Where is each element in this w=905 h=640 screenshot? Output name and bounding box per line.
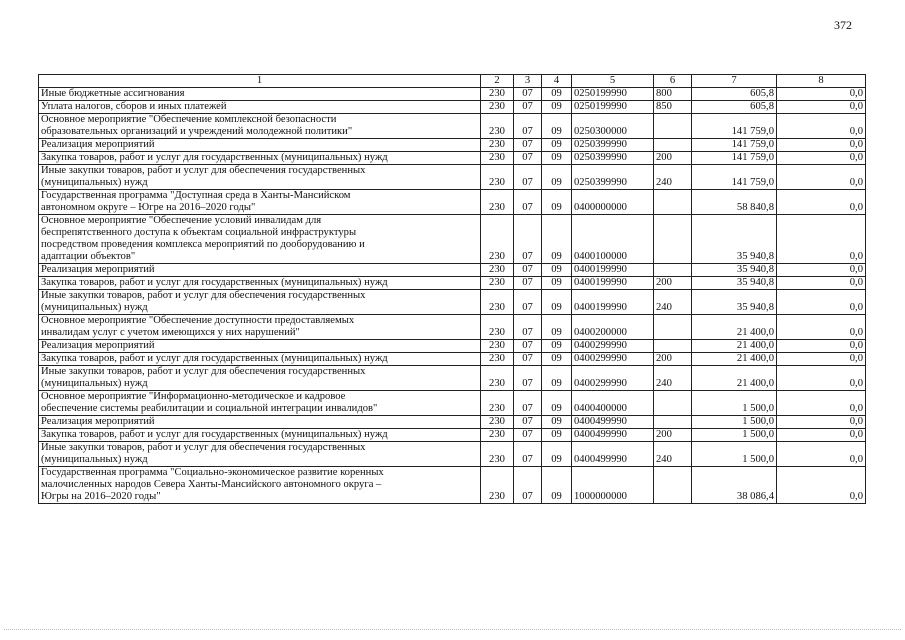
header-col-1: 1 — [39, 75, 481, 88]
row-subsection-cell: 09 — [542, 340, 572, 353]
row-subsection-cell: 09 — [542, 429, 572, 442]
row-name-cell: Закупка товаров, работ и услуг для государственных (муниципальных) нужд — [39, 152, 481, 165]
table-row — [39, 264, 866, 277]
header-col-6: 6 — [654, 75, 692, 88]
row-grbs-cell: 230 — [481, 315, 514, 340]
row-col8-cell: 0,0 — [777, 467, 866, 504]
row-section-cell: 07 — [514, 165, 542, 190]
row-target-code-cell: 0250399990 — [572, 152, 654, 165]
row-col8-cell: 0,0 — [777, 391, 866, 416]
row-amount-cell: 141 759,0 — [692, 139, 777, 152]
row-target-code-cell: 0400499990 — [572, 442, 654, 467]
row-subsection-cell: 09 — [542, 290, 572, 315]
row-subsection-cell: 09 — [542, 315, 572, 340]
row-amount-cell: 35 940,8 — [692, 290, 777, 315]
table-body — [39, 88, 866, 504]
row-expense-type-cell: 200 — [654, 277, 692, 290]
row-subsection-cell: 09 — [542, 391, 572, 416]
row-subsection-cell: 09 — [542, 190, 572, 215]
row-amount-cell: 21 400,0 — [692, 340, 777, 353]
row-grbs-cell: 230 — [481, 152, 514, 165]
row-grbs-cell: 230 — [481, 340, 514, 353]
header-col-5: 5 — [572, 75, 654, 88]
row-col8-cell: 0,0 — [777, 190, 866, 215]
row-subsection-cell: 09 — [542, 88, 572, 101]
row-target-code-cell: 0400200000 — [572, 315, 654, 340]
row-name-cell: Иные бюджетные ассигнования — [39, 88, 481, 101]
row-grbs-cell: 230 — [481, 391, 514, 416]
row-section-cell: 07 — [514, 467, 542, 504]
row-name-cell: Закупка товаров, работ и услуг для государственных (муниципальных) нужд — [39, 277, 481, 290]
row-col8-cell: 0,0 — [777, 340, 866, 353]
row-name-cell: Иные закупки товаров, работ и услуг для обеспечения государственных (муниципальных) нужд — [39, 442, 481, 467]
row-expense-type-cell — [654, 467, 692, 504]
row-target-code-cell: 0400199990 — [572, 290, 654, 315]
table-row — [39, 114, 866, 139]
row-name-cell: Реализация мероприятий — [39, 340, 481, 353]
row-name-cell: Реализация мероприятий — [39, 264, 481, 277]
row-grbs-cell: 230 — [481, 429, 514, 442]
row-col8-cell: 0,0 — [777, 139, 866, 152]
header-row — [39, 75, 866, 88]
row-name-cell: Основное мероприятие "Обеспечение доступности предоставляемых инвалидам услуг с учетом имеющихся у них нарушений" — [39, 315, 481, 340]
row-target-code-cell: 0250199990 — [572, 101, 654, 114]
row-target-code-cell: 0400299990 — [572, 353, 654, 366]
row-section-cell: 07 — [514, 340, 542, 353]
table-row — [39, 442, 866, 467]
row-col8-cell: 0,0 — [777, 114, 866, 139]
row-section-cell: 07 — [514, 391, 542, 416]
row-target-code-cell: 1000000000 — [572, 467, 654, 504]
row-subsection-cell: 09 — [542, 264, 572, 277]
row-amount-cell: 141 759,0 — [692, 165, 777, 190]
row-expense-type-cell: 800 — [654, 88, 692, 101]
row-col8-cell: 0,0 — [777, 416, 866, 429]
row-grbs-cell: 230 — [481, 264, 514, 277]
table-row — [39, 290, 866, 315]
row-target-code-cell: 0250399990 — [572, 165, 654, 190]
row-subsection-cell: 09 — [542, 139, 572, 152]
row-grbs-cell: 230 — [481, 88, 514, 101]
row-section-cell: 07 — [514, 366, 542, 391]
table-row — [39, 165, 866, 190]
row-section-cell: 07 — [514, 139, 542, 152]
row-section-cell: 07 — [514, 416, 542, 429]
row-subsection-cell: 09 — [542, 366, 572, 391]
row-expense-type-cell — [654, 416, 692, 429]
row-amount-cell: 35 940,8 — [692, 264, 777, 277]
row-col8-cell: 0,0 — [777, 315, 866, 340]
row-section-cell: 07 — [514, 88, 542, 101]
scan-edge-line — [4, 629, 901, 630]
row-col8-cell: 0,0 — [777, 101, 866, 114]
header-col-4: 4 — [542, 75, 572, 88]
table-row — [39, 467, 866, 504]
row-target-code-cell: 0400299990 — [572, 340, 654, 353]
row-section-cell: 07 — [514, 290, 542, 315]
row-section-cell: 07 — [514, 429, 542, 442]
row-name-cell: Иные закупки товаров, работ и услуг для обеспечения государственных (муниципальных) нужд — [39, 366, 481, 391]
row-target-code-cell: 0400499990 — [572, 416, 654, 429]
row-subsection-cell: 09 — [542, 467, 572, 504]
row-section-cell: 07 — [514, 101, 542, 114]
row-section-cell: 07 — [514, 442, 542, 467]
row-target-code-cell: 0250399990 — [572, 139, 654, 152]
row-target-code-cell: 0400400000 — [572, 391, 654, 416]
table-row — [39, 315, 866, 340]
header-col-2: 2 — [481, 75, 514, 88]
row-target-code-cell: 0250199990 — [572, 88, 654, 101]
row-section-cell: 07 — [514, 277, 542, 290]
row-expense-type-cell: 850 — [654, 101, 692, 114]
row-expense-type-cell: 200 — [654, 152, 692, 165]
row-expense-type-cell — [654, 114, 692, 139]
table-row — [39, 139, 866, 152]
row-section-cell: 07 — [514, 264, 542, 277]
row-col8-cell: 0,0 — [777, 152, 866, 165]
row-amount-cell: 1 500,0 — [692, 416, 777, 429]
row-grbs-cell: 230 — [481, 190, 514, 215]
row-expense-type-cell — [654, 340, 692, 353]
row-grbs-cell: 230 — [481, 353, 514, 366]
row-name-cell: Реализация мероприятий — [39, 139, 481, 152]
row-grbs-cell: 230 — [481, 215, 514, 264]
page-number: 372 — [834, 18, 852, 32]
row-target-code-cell: 0400499990 — [572, 429, 654, 442]
row-subsection-cell: 09 — [542, 165, 572, 190]
row-amount-cell: 35 940,8 — [692, 277, 777, 290]
budget-table — [38, 74, 866, 504]
row-subsection-cell: 09 — [542, 101, 572, 114]
row-amount-cell: 1 500,0 — [692, 391, 777, 416]
row-name-cell: Государственная программа "Социально-экономическое развитие коренных малочисленных народов Севера Ханты-Мансийского автономного округа – Югры на 2016–2020 годы" — [39, 467, 481, 504]
row-name-cell: Закупка товаров, работ и услуг для государственных (муниципальных) нужд — [39, 353, 481, 366]
header-col-3: 3 — [514, 75, 542, 88]
row-amount-cell: 21 400,0 — [692, 366, 777, 391]
row-col8-cell: 0,0 — [777, 353, 866, 366]
table-row — [39, 366, 866, 391]
row-grbs-cell: 230 — [481, 165, 514, 190]
row-grbs-cell: 230 — [481, 467, 514, 504]
row-amount-cell: 1 500,0 — [692, 442, 777, 467]
row-expense-type-cell: 240 — [654, 366, 692, 391]
row-section-cell: 07 — [514, 190, 542, 215]
row-expense-type-cell: 240 — [654, 442, 692, 467]
row-amount-cell: 21 400,0 — [692, 353, 777, 366]
row-section-cell: 07 — [514, 353, 542, 366]
table-row — [39, 391, 866, 416]
row-name-cell: Государственная программа "Доступная среда в Ханты-Мансийском автономном округе – Югре на 2016–2020 годы" — [39, 190, 481, 215]
row-amount-cell: 605,8 — [692, 101, 777, 114]
row-section-cell: 07 — [514, 152, 542, 165]
row-name-cell: Иные закупки товаров, работ и услуг для обеспечения государственных (муниципальных) нужд — [39, 165, 481, 190]
row-col8-cell: 0,0 — [777, 264, 866, 277]
row-amount-cell: 605,8 — [692, 88, 777, 101]
row-name-cell: Уплата налогов, сборов и иных платежей — [39, 101, 481, 114]
row-grbs-cell: 230 — [481, 366, 514, 391]
row-expense-type-cell — [654, 391, 692, 416]
row-amount-cell: 141 759,0 — [692, 114, 777, 139]
row-subsection-cell: 09 — [542, 152, 572, 165]
row-expense-type-cell: 240 — [654, 290, 692, 315]
row-name-cell: Основное мероприятие "Обеспечение комплексной безопасности образовательных организаций и учреждений молодежной политики" — [39, 114, 481, 139]
row-target-code-cell: 0400199990 — [572, 264, 654, 277]
row-name-cell: Закупка товаров, работ и услуг для государственных (муниципальных) нужд — [39, 429, 481, 442]
row-name-cell: Основное мероприятие "Обеспечение условий инвалидам для беспрепятственного доступа к объектам социальной инфраструктуры посредством проведения комплекса мероприятий по дооборудованию и адаптации объектов" — [39, 215, 481, 264]
row-grbs-cell: 230 — [481, 277, 514, 290]
row-expense-type-cell — [654, 264, 692, 277]
row-target-code-cell: 0400000000 — [572, 190, 654, 215]
row-grbs-cell: 230 — [481, 139, 514, 152]
row-amount-cell: 141 759,0 — [692, 152, 777, 165]
row-expense-type-cell: 200 — [654, 429, 692, 442]
row-amount-cell: 35 940,8 — [692, 215, 777, 264]
row-expense-type-cell: 240 — [654, 165, 692, 190]
header-col-7: 7 — [692, 75, 777, 88]
row-subsection-cell: 09 — [542, 353, 572, 366]
row-subsection-cell: 09 — [542, 215, 572, 264]
row-expense-type-cell — [654, 315, 692, 340]
row-amount-cell: 1 500,0 — [692, 429, 777, 442]
row-col8-cell: 0,0 — [777, 215, 866, 264]
row-target-code-cell: 0400100000 — [572, 215, 654, 264]
row-grbs-cell: 230 — [481, 114, 514, 139]
table-row — [39, 88, 866, 101]
row-subsection-cell: 09 — [542, 416, 572, 429]
row-expense-type-cell: 200 — [654, 353, 692, 366]
row-col8-cell: 0,0 — [777, 429, 866, 442]
table-row — [39, 152, 866, 165]
row-name-cell: Реализация мероприятий — [39, 416, 481, 429]
row-grbs-cell: 230 — [481, 416, 514, 429]
row-col8-cell: 0,0 — [777, 442, 866, 467]
row-expense-type-cell — [654, 215, 692, 264]
row-expense-type-cell — [654, 190, 692, 215]
row-col8-cell: 0,0 — [777, 165, 866, 190]
row-amount-cell: 38 086,4 — [692, 467, 777, 504]
row-col8-cell: 0,0 — [777, 366, 866, 391]
row-subsection-cell: 09 — [542, 114, 572, 139]
row-section-cell: 07 — [514, 315, 542, 340]
row-grbs-cell: 230 — [481, 101, 514, 114]
row-section-cell: 07 — [514, 114, 542, 139]
table-row — [39, 215, 866, 264]
table-row — [39, 416, 866, 429]
row-subsection-cell: 09 — [542, 277, 572, 290]
row-subsection-cell: 09 — [542, 442, 572, 467]
table-row — [39, 190, 866, 215]
header-col-8: 8 — [777, 75, 866, 88]
row-target-code-cell: 0400199990 — [572, 277, 654, 290]
row-col8-cell: 0,0 — [777, 290, 866, 315]
table-row — [39, 340, 866, 353]
table-row — [39, 353, 866, 366]
table-row — [39, 429, 866, 442]
row-col8-cell: 0,0 — [777, 277, 866, 290]
row-target-code-cell: 0400299990 — [572, 366, 654, 391]
row-grbs-cell: 230 — [481, 442, 514, 467]
row-col8-cell: 0,0 — [777, 88, 866, 101]
row-amount-cell: 21 400,0 — [692, 315, 777, 340]
row-section-cell: 07 — [514, 215, 542, 264]
row-expense-type-cell — [654, 139, 692, 152]
row-amount-cell: 58 840,8 — [692, 190, 777, 215]
row-name-cell: Основное мероприятие "Информационно-методическое и кадровое обеспечение системы реабилитации и социальной интеграции инвалидов" — [39, 391, 481, 416]
row-name-cell: Иные закупки товаров, работ и услуг для обеспечения государственных (муниципальных) нужд — [39, 290, 481, 315]
row-grbs-cell: 230 — [481, 290, 514, 315]
table-row — [39, 101, 866, 114]
row-target-code-cell: 0250300000 — [572, 114, 654, 139]
table-row — [39, 277, 866, 290]
